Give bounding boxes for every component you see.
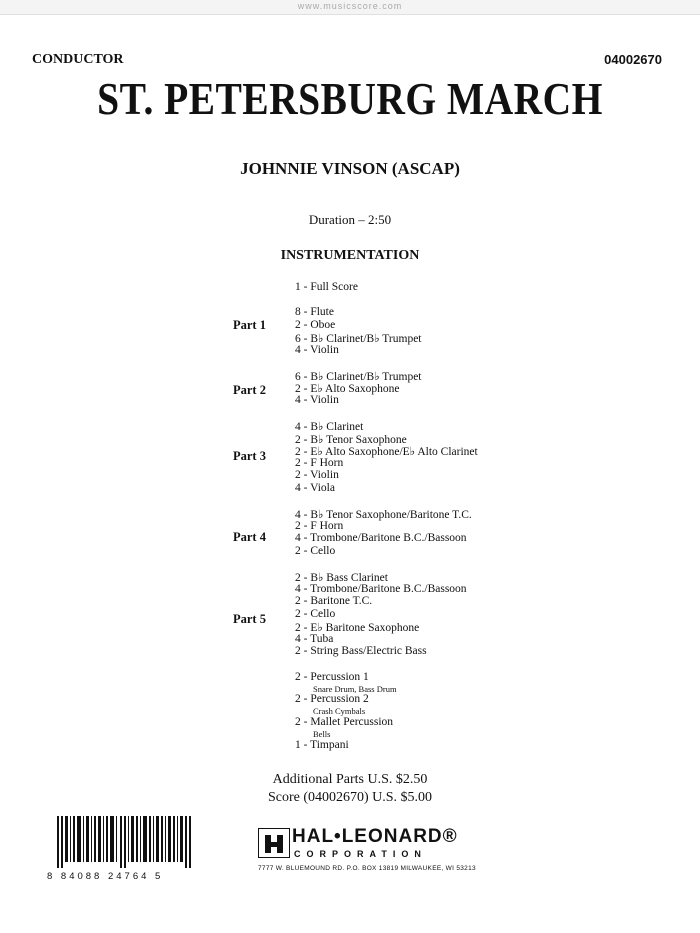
list-item: 2 - F Horn (295, 457, 344, 469)
part-label: Part 5 (233, 612, 266, 626)
part-label: Part 4 (233, 530, 266, 544)
list-item: 2 - B♭ Tenor Saxophone (295, 434, 407, 446)
list-item: 6 - B♭ Clarinet/B♭ Trumpet (295, 333, 422, 345)
list-item-subtext: Bells (313, 729, 331, 739)
list-item: 2 - B♭ Bass Clarinet (295, 572, 388, 584)
list-item-subtext: Snare Drum, Bass Drum (313, 684, 397, 694)
list-item: 2 - Cello (295, 545, 336, 557)
list-item: 2 - Violin (295, 469, 339, 481)
list-item: 4 - Viola (295, 482, 335, 494)
list-item: 2 - Mallet Percussion (295, 716, 394, 728)
list-item: 2 - Percussion 2 (295, 693, 369, 705)
list-item: 2 - Oboe (295, 319, 336, 331)
list-item: 1 - Timpani (295, 739, 349, 751)
list-item: 2 - Percussion 1 (295, 671, 369, 683)
conductor-label: CONDUCTOR (32, 52, 124, 67)
list-item: 4 - Trombone/Baritone B.C./Bassoon (295, 532, 467, 544)
list-item: 4 - Violin (295, 394, 339, 406)
list-item-subtext: Crash Cymbals (313, 706, 366, 716)
catalog-number: 04002670 (604, 52, 662, 67)
list-item: 4 - Violin (295, 344, 339, 356)
part-label: Part 2 (233, 383, 266, 397)
part-label: Part 3 (233, 449, 266, 463)
list-item: 2 - String Bass/Electric Bass (295, 645, 427, 657)
barcode-number: 8 84088 24764 5 (47, 871, 164, 882)
part-label: Part 1 (233, 318, 266, 332)
duration: Duration – 2:50 (308, 212, 392, 227)
instrumentation-heading: INSTRUMENTATION (280, 248, 420, 263)
list-item: 8 - Flute (295, 306, 334, 318)
watermark-url: www.musicscore.com (297, 1, 403, 11)
list-item: 4 - B♭ Tenor Saxophone/Baritone T.C. (295, 509, 472, 521)
additional-parts-price: Additional Parts U.S. $2.50 (272, 772, 428, 787)
publisher-logo-icon (258, 828, 290, 858)
list-item: 1 - Full Score (295, 281, 358, 293)
score-price: Score (04002670) U.S. $5.00 (267, 790, 433, 805)
barcode (57, 816, 193, 868)
list-item: 2 - E♭ Baritone Saxophone (295, 622, 420, 634)
list-item: 4 - Trombone/Baritone B.C./Bassoon (295, 583, 467, 595)
composer: JOHNNIE VINSON (ASCAP) (240, 159, 460, 178)
list-item: 4 - Tuba (295, 633, 334, 645)
publisher-name: HAL•LEONARD® (292, 826, 458, 847)
list-item: 6 - B♭ Clarinet/B♭ Trumpet (295, 371, 422, 383)
list-item: 4 - B♭ Clarinet (295, 421, 364, 433)
publisher-address: 7777 W. BLUEMOUND RD. P.O. BOX 13819 MILWAUKEE, WI 53213 (258, 865, 476, 872)
list-item: 2 - F Horn (295, 520, 344, 532)
publisher-corporation: CORPORATION (294, 849, 427, 859)
list-item: 2 - E♭ Alto Saxophone/E♭ Alto Clarinet (295, 446, 478, 458)
list-item: 2 - Baritone T.C. (295, 595, 373, 607)
page-title: ST. PETERSBURG MARCH (97, 73, 603, 124)
list-item: 2 - E♭ Alto Saxophone (295, 383, 400, 395)
list-item: 2 - Cello (295, 608, 336, 620)
